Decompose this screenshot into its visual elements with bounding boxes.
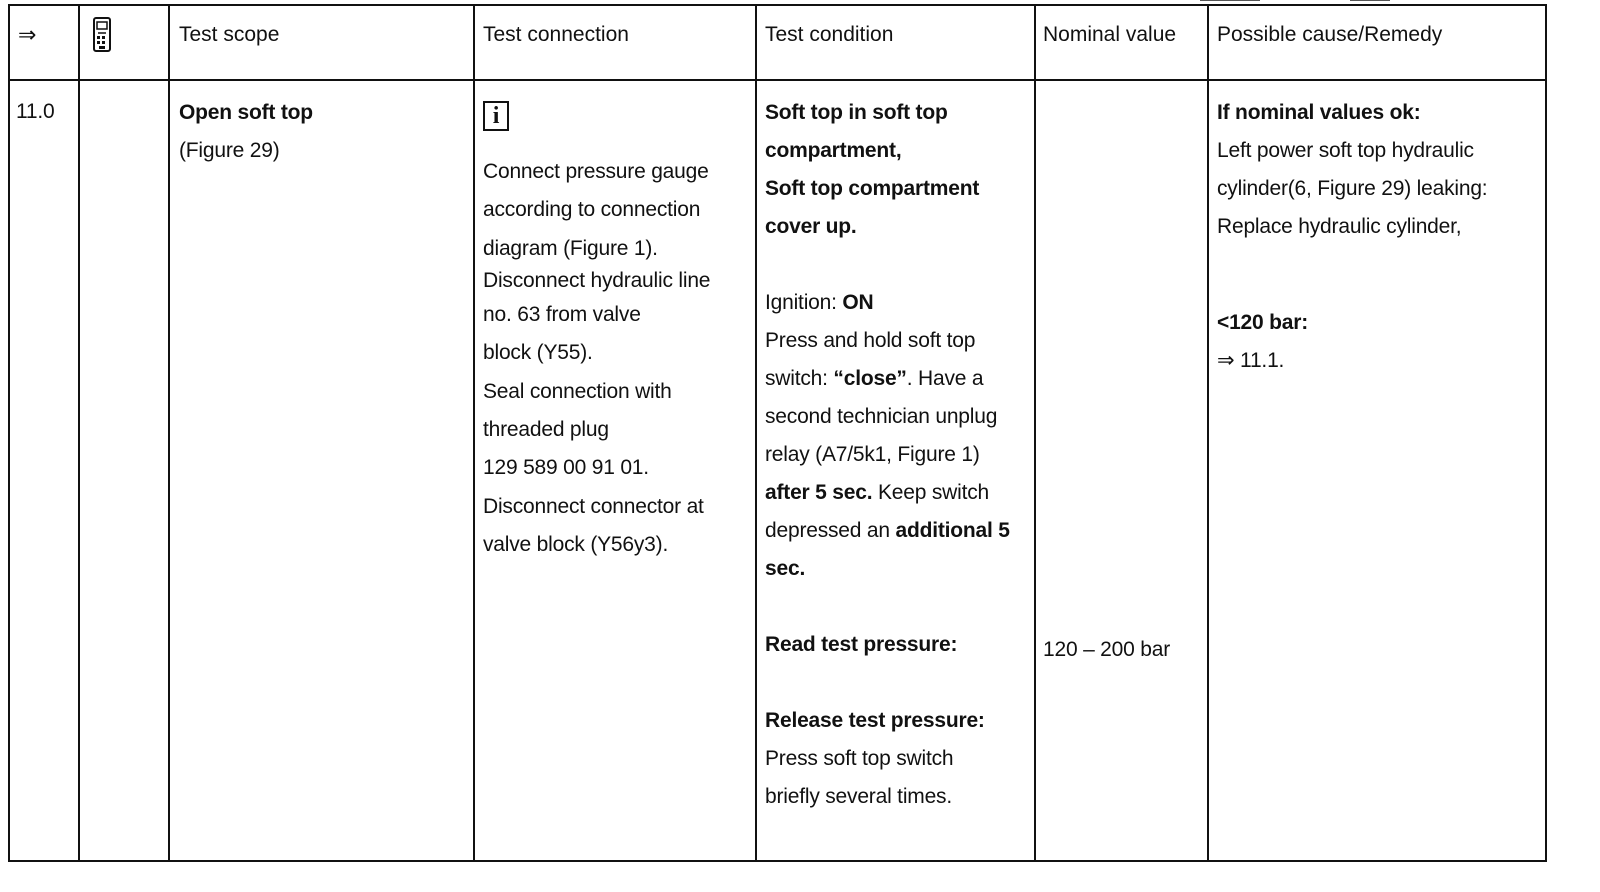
- connection-line: Connect pressure gauge: [483, 160, 709, 183]
- read-test-pressure: Read test pressure:: [765, 633, 958, 656]
- test-connection-text: [483, 153, 710, 564]
- scope-figure: (Figure 29): [179, 139, 280, 162]
- condition-press-line: relay (A7/5k1, Figure 1): [765, 443, 980, 466]
- remedy-low-heading: <120 bar:: [1217, 311, 1309, 334]
- header-test-scope: Test scope: [179, 23, 280, 46]
- testing-tool-icon: [91, 16, 113, 54]
- column-divider-5: [1034, 4, 1036, 862]
- column-divider-1: [78, 4, 80, 862]
- connection-line: Disconnect hydraulic line: [483, 268, 711, 292]
- condition-press-line: sec.: [765, 557, 806, 580]
- step-number: 11.0: [16, 100, 55, 123]
- press-text: switch:: [765, 367, 834, 390]
- release-line: briefly several times.: [765, 785, 952, 808]
- header-test-condition: Test condition: [765, 23, 894, 46]
- scan-artifact: [1200, 0, 1260, 1]
- column-divider-6: [1207, 4, 1209, 862]
- release-test-pressure: Release test pressure:: [765, 709, 985, 732]
- remedy-line: cylinder(6, Figure 29) leaking:: [1217, 177, 1488, 200]
- connection-line: valve block (Y56y3).: [483, 532, 669, 556]
- test-connection-cell: [483, 98, 509, 136]
- header-nominal-value: Nominal value: [1043, 23, 1177, 46]
- remedy-line: Replace hydraulic cylinder,: [1217, 215, 1462, 238]
- connection-line: Seal connection with: [483, 379, 672, 403]
- condition-press-line: second technician unplug: [765, 405, 998, 428]
- condition-press-line: Press and hold soft top: [765, 329, 976, 352]
- column-divider-2: [168, 4, 170, 862]
- header-possible-cause: Possible cause/Remedy: [1217, 23, 1443, 46]
- connection-line: block (Y55).: [483, 341, 593, 365]
- condition-press-line: [765, 512, 1010, 550]
- connection-line: 129 589 00 91 01.: [483, 456, 649, 480]
- after-5-sec: after 5 sec.: [765, 481, 873, 504]
- scope-title: Open soft top: [179, 101, 313, 124]
- column-divider-4: [755, 4, 757, 862]
- condition-press-line: [765, 474, 1010, 512]
- press-close-keyword: “close”: [833, 367, 907, 390]
- connection-line: according to connection: [483, 198, 701, 222]
- header-divider: [8, 79, 1547, 81]
- test-scope-cell: [179, 94, 313, 170]
- connection-line: threaded plug: [483, 418, 609, 442]
- test-condition-cell: [765, 94, 1010, 816]
- additional-5: additional 5: [895, 519, 1010, 542]
- release-line: Press soft top switch: [765, 747, 954, 770]
- press-text: Keep switch: [872, 481, 990, 504]
- remedy-low-action: ⇒ 11.1.: [1217, 349, 1285, 372]
- possible-cause-cell: [1217, 94, 1487, 380]
- condition-soft-top-line: compartment,: [765, 139, 902, 162]
- condition-compartment-line: Soft top compartment: [765, 177, 980, 200]
- info-icon: i: [483, 101, 509, 131]
- condition-ignition: [765, 284, 1010, 322]
- header-arrow: ⇒: [18, 22, 37, 47]
- ignition-value: ON: [842, 291, 874, 314]
- condition-soft-top-line: Soft top in soft top: [765, 101, 948, 124]
- scan-artifact: [1350, 0, 1390, 1]
- nominal-value: 120 – 200 bar: [1043, 638, 1171, 661]
- condition-compartment-line: cover up.: [765, 215, 857, 238]
- connection-line: no. 63 from valve: [483, 303, 641, 327]
- ignition-label: Ignition:: [765, 291, 843, 314]
- header-test-connection: Test connection: [483, 23, 629, 46]
- connection-line: diagram (Figure 1).: [483, 236, 658, 260]
- remedy-line: Left power soft top hydraulic: [1217, 139, 1474, 162]
- press-text: depressed an: [765, 519, 896, 542]
- column-divider-3: [473, 4, 475, 862]
- condition-press-line: [765, 360, 1010, 398]
- connection-line: Disconnect connector at: [483, 494, 704, 518]
- remedy-ok-heading: If nominal values ok:: [1217, 101, 1421, 124]
- press-text: . Have a: [906, 367, 984, 390]
